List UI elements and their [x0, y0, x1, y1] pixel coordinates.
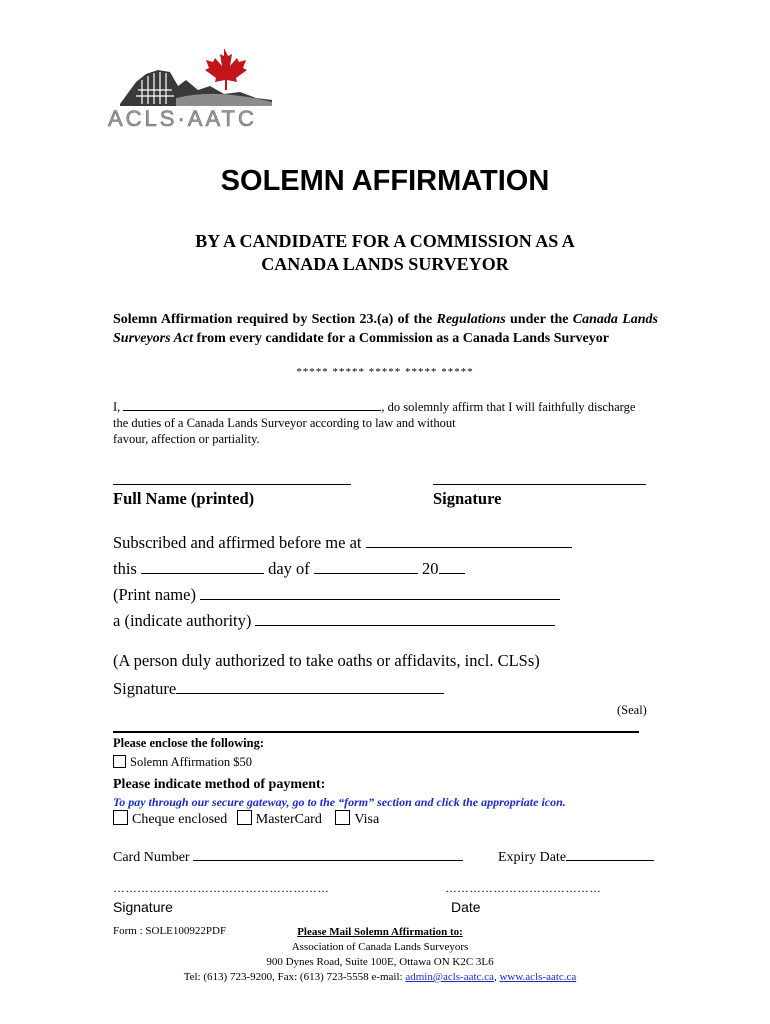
- payment-signature-field[interactable]: ………………………………………………: [113, 881, 329, 895]
- day-of-text: day of: [268, 559, 310, 578]
- mail-address: 900 Dynes Road, Suite 100E, Ottawa ON K2C 3L6: [266, 956, 494, 968]
- mail-block: [180, 925, 580, 985]
- date-line: [113, 557, 465, 579]
- year-field[interactable]: [439, 557, 465, 574]
- requirement-text-3: from every candidate for a Commission as a Canada Lands Surveyor: [192, 331, 609, 346]
- authority-text: a (indicate authority): [113, 611, 252, 630]
- visa-checkbox[interactable]: [335, 810, 350, 825]
- card-number-label: Card Number: [113, 850, 190, 865]
- expiry-field[interactable]: [566, 846, 654, 861]
- subtitle-line-2: CANADA LANDS SURVEYOR: [261, 254, 509, 274]
- section-divider: [113, 731, 639, 733]
- mastercard-label: MasterCard: [255, 812, 322, 827]
- requirement-text-1: Solemn Affirmation required by Section 23.(a) of the: [113, 312, 437, 327]
- enclose-checkbox[interactable]: [113, 755, 126, 768]
- commissioner-signature-text: Signature: [113, 679, 177, 698]
- print-name-field[interactable]: [200, 583, 560, 600]
- act-text: Canada Lands Surveyors Act: [113, 312, 658, 346]
- day-field[interactable]: [141, 557, 264, 574]
- email-link[interactable]: admin@acls-aatc.ca: [405, 971, 494, 983]
- payment-note: To pay through our secure gateway, go to the “form” section and click the appropriate icon.: [113, 795, 566, 809]
- this-text: this: [113, 559, 137, 578]
- cheque-label: Cheque enclosed: [132, 812, 228, 827]
- form-id: Form : SOLE100922PDF: [113, 925, 227, 937]
- subscribed-line: [113, 531, 572, 553]
- website-link[interactable]: www.acls-aatc.ca: [499, 971, 577, 983]
- card-number-line: [113, 846, 463, 866]
- logo-graphic: [106, 46, 286, 128]
- separator-stars: ***** ***** ***** ***** *****: [296, 366, 474, 378]
- subtitle-line-1: BY A CANDIDATE FOR A COMMISSION AS A: [195, 231, 575, 251]
- person-note: (A person duly authorized to take oaths or affidavits, incl. CLSs): [113, 651, 540, 670]
- payment-date-label: Date: [451, 899, 481, 915]
- acls-logo: [106, 46, 286, 128]
- signature-field[interactable]: [433, 484, 646, 485]
- expiry-label: Expiry Date: [498, 850, 567, 865]
- mastercard-checkbox[interactable]: [237, 810, 252, 825]
- mail-org: Association of Canada Lands Surveyors: [291, 941, 469, 953]
- month-field[interactable]: [314, 557, 418, 574]
- cheque-checkbox[interactable]: [113, 810, 128, 825]
- regulations-text: Regulations: [436, 312, 506, 327]
- requirement-paragraph: [113, 310, 658, 348]
- logo-text: ACLS·AATC: [108, 106, 257, 128]
- page-title: SOLEMN AFFIRMATION: [220, 165, 550, 197]
- year-prefix: 20: [422, 559, 439, 578]
- payment-heading: Please indicate method of payment:: [113, 777, 326, 792]
- signature-label: Signature: [433, 489, 502, 508]
- maple-leaf-icon: [205, 48, 247, 90]
- mail-contact: [180, 970, 580, 985]
- subscribed-text: Subscribed and affirmed before me at: [113, 533, 362, 552]
- payment-options: [113, 810, 379, 828]
- print-name-text: (Print name): [113, 585, 196, 604]
- enclose-item-label: Solemn Affirmation $50: [130, 755, 252, 769]
- affirmation-line-1: , do solemnly affirm that I will faithfully discharge: [381, 400, 636, 414]
- contact-text: Tel: (613) 723-9200, Fax: (613) 723-5558 e-mail:: [183, 971, 406, 983]
- visa-label: Visa: [354, 812, 380, 827]
- commissioner-signature-field[interactable]: [176, 677, 444, 694]
- payment-signature-label: Signature: [113, 899, 173, 915]
- page-subtitle: [0, 230, 770, 276]
- affirmation-line-3: favour, affection or partiality.: [113, 432, 260, 446]
- full-name-field[interactable]: [113, 484, 351, 485]
- enclose-heading: Please enclose the following:: [113, 736, 265, 750]
- enclose-item: [113, 755, 252, 770]
- location-field[interactable]: [366, 531, 572, 548]
- expiry-line: [498, 846, 654, 866]
- requirement-text-2: under the: [505, 312, 573, 327]
- affirmation-prefix: I,: [113, 400, 124, 414]
- contact-sep: ,: [493, 971, 500, 983]
- affirmation-line-2: the duties of a Canada Lands Surveyor according to law and without: [113, 416, 456, 430]
- authority-line: [113, 609, 555, 631]
- mail-heading: Please Mail Solemn Affirmation to:: [297, 926, 463, 938]
- affirmation-paragraph: [113, 398, 635, 447]
- commissioner-signature-line: [113, 677, 444, 699]
- authority-field[interactable]: [255, 609, 555, 626]
- affirmant-name-field[interactable]: [123, 398, 381, 411]
- payment-date-field[interactable]: …………………………………: [445, 881, 601, 895]
- full-name-label: Full Name (printed): [113, 489, 255, 508]
- card-number-field[interactable]: [193, 846, 463, 861]
- seal-label: (Seal): [617, 703, 647, 717]
- print-name-line: [113, 583, 560, 605]
